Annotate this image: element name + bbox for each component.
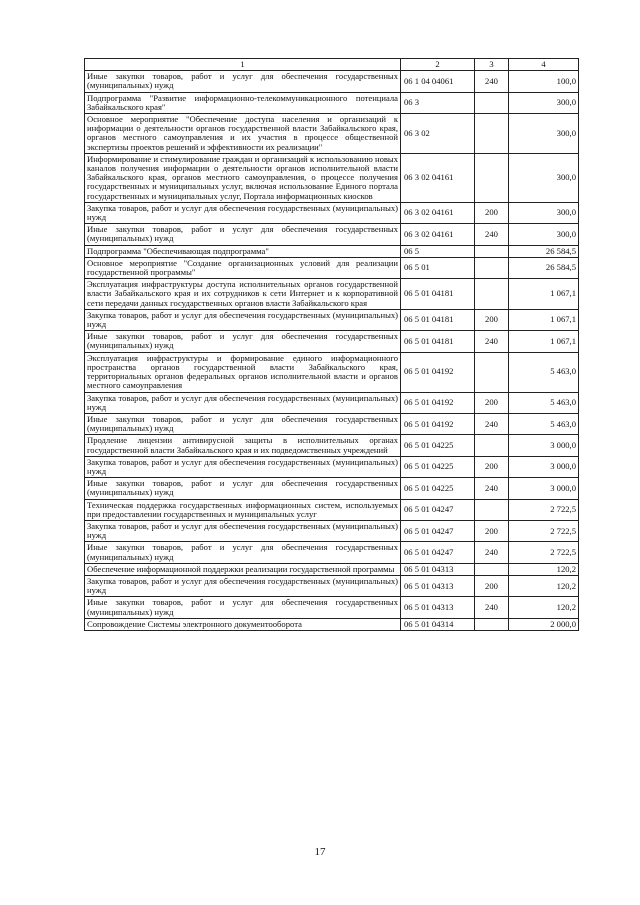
row-code: 06 5 01 04181 [401,279,475,310]
row-amount: 26 584,5 [509,245,579,257]
table-row [85,279,579,310]
row-description: Информирование и стимулирование граждан и организаций к использованию новых каналов получения информации о деятельности органов исполнительной власти Забайкальского края, органов местного самоуправления, о процессе получения государственных и муниципальных услуг, включая использование Единого портала государственных и муниципальных услуг, Портала информационных киосков [85,153,401,202]
row-description: Подпрограмма "Обеспечивающая подпрограмма" [85,245,401,257]
row-description: Подпрограмма "Развитие информационно-телекоммуникационного потенциала Забайкальского края" [85,92,401,113]
row-amount: 2 000,0 [509,618,579,630]
row-description: Закупка товаров, работ и услуг для обеспечения государственных (муниципальных) нужд [85,309,401,330]
table-row [85,392,579,413]
row-amount: 26 584,5 [509,257,579,278]
row-code: 06 5 01 04192 [401,413,475,434]
row-expense-type: 200 [475,456,509,477]
row-expense-type: 200 [475,392,509,413]
row-code: 06 5 01 04225 [401,478,475,499]
row-amount: 300,0 [509,202,579,223]
row-description: Основное мероприятие "Обеспечение доступа населения и организаций к информации о деятельности органов государственной власти Забайкальского края, органов местного самоуправления и их участия в процессе общественной экспертизы проектов решений и эффективности их реализации" [85,114,401,154]
table-row [85,331,579,352]
table-row [85,413,579,434]
row-description: Закупка товаров, работ и услуг для обеспечения государственных (муниципальных) нужд [85,520,401,541]
row-expense-type: 240 [475,413,509,434]
row-expense-type: 200 [475,520,509,541]
row-amount: 300,0 [509,92,579,113]
row-code: 06 5 01 04225 [401,435,475,456]
row-amount: 120,2 [509,575,579,596]
row-expense-type: 240 [475,224,509,245]
row-expense-type: 200 [475,309,509,330]
row-code: 06 5 01 04181 [401,331,475,352]
header-col-2: 2 [401,59,475,71]
row-amount: 1 067,1 [509,279,579,310]
row-expense-type [475,114,509,154]
table-row [85,520,579,541]
header-col-1: 1 [85,59,401,71]
row-description: Закупка товаров, работ и услуг для обеспечения государственных (муниципальных) нужд [85,392,401,413]
row-expense-type: 200 [475,202,509,223]
row-description: Эксплуатация инфраструктуры доступа исполнительных органов государственной власти Забайкальского края и их сотрудников к сети Интернет и к корпоративной сети передачи данных государственных органов власти Забайкальского края [85,279,401,310]
row-expense-type [475,257,509,278]
row-description: Обеспечение информационной поддержки реализации государственной программы [85,563,401,575]
table-row [85,224,579,245]
row-code: 06 5 01 04313 [401,597,475,618]
row-description: Основное мероприятие "Создание организационных условий для реализации государственной программы" [85,257,401,278]
table-row [85,71,579,92]
table-row [85,563,579,575]
row-expense-type: 240 [475,597,509,618]
table-row [85,456,579,477]
row-description: Иные закупки товаров, работ и услуг для обеспечения государственных (муниципальных) нужд [85,478,401,499]
row-amount: 2 722,5 [509,499,579,520]
table-row [85,114,579,154]
row-expense-type [475,435,509,456]
table-row [85,618,579,630]
row-description: Эксплуатация инфраструктуры и формирование единого информационного пространства органов государственной власти Забайкальского края, территориальных органов федеральных органов исполнительной власти и органов местного самоуправления [85,352,401,392]
row-expense-type [475,92,509,113]
row-code: 06 5 01 04247 [401,520,475,541]
header-col-4: 4 [509,59,579,71]
row-code: 06 5 01 04247 [401,542,475,563]
row-code: 06 3 02 [401,114,475,154]
table-row [85,575,579,596]
row-code: 06 5 01 04313 [401,575,475,596]
row-expense-type: 240 [475,542,509,563]
row-code: 06 3 [401,92,475,113]
row-code: 06 5 01 04192 [401,352,475,392]
row-amount: 2 722,5 [509,520,579,541]
row-amount: 300,0 [509,224,579,245]
row-amount: 1 067,1 [509,331,579,352]
row-description: Закупка товаров, работ и услуг для обеспечения государственных (муниципальных) нужд [85,575,401,596]
row-description: Техническая поддержка государственных информационных систем, используемых при предоставлении государственных и муниципальных услуг [85,499,401,520]
table-row [85,435,579,456]
table-row [85,92,579,113]
row-code: 06 5 01 04225 [401,456,475,477]
row-description: Иные закупки товаров, работ и услуг для обеспечения государственных (муниципальных) нужд [85,331,401,352]
row-amount: 120,2 [509,597,579,618]
row-amount: 100,0 [509,71,579,92]
row-code: 06 1 04 04061 [401,71,475,92]
row-expense-type [475,153,509,202]
row-description: Иные закупки товаров, работ и услуг для обеспечения государственных (муниципальных) нужд [85,542,401,563]
row-code: 06 5 01 04181 [401,309,475,330]
table-row [85,478,579,499]
row-amount: 300,0 [509,114,579,154]
table-row [85,309,579,330]
row-amount: 5 463,0 [509,352,579,392]
row-expense-type [475,563,509,575]
row-amount: 3 000,0 [509,478,579,499]
row-code: 06 5 [401,245,475,257]
row-description: Сопровождение Системы электронного документооборота [85,618,401,630]
row-code: 06 5 01 04314 [401,618,475,630]
row-code: 06 3 02 04161 [401,224,475,245]
row-expense-type: 240 [475,478,509,499]
row-code: 06 5 01 04247 [401,499,475,520]
row-expense-type [475,618,509,630]
row-expense-type [475,499,509,520]
row-code: 06 3 02 04161 [401,202,475,223]
table-row [85,499,579,520]
row-amount: 2 722,5 [509,542,579,563]
row-expense-type [475,245,509,257]
table-row [85,257,579,278]
row-description: Иные закупки товаров, работ и услуг для обеспечения государственных (муниципальных) нужд [85,224,401,245]
page-number: 17 [314,846,326,858]
row-code: 06 5 01 04313 [401,563,475,575]
row-code: 06 3 02 04161 [401,153,475,202]
table-row [85,245,579,257]
row-description: Иные закупки товаров, работ и услуг для обеспечения государственных (муниципальных) нужд [85,71,401,92]
row-expense-type: 240 [475,331,509,352]
row-expense-type [475,279,509,310]
row-amount: 5 463,0 [509,413,579,434]
table-row [85,352,579,392]
row-code: 06 5 01 04192 [401,392,475,413]
row-amount: 300,0 [509,153,579,202]
row-expense-type: 200 [475,575,509,596]
budget-table [84,58,579,631]
row-description: Закупка товаров, работ и услуг для обеспечения государственных (муниципальных) нужд [85,456,401,477]
row-description: Иные закупки товаров, работ и услуг для обеспечения государственных (муниципальных) нужд [85,597,401,618]
row-amount: 3 000,0 [509,456,579,477]
row-description: Иные закупки товаров, работ и услуг для обеспечения государственных (муниципальных) нужд [85,413,401,434]
row-expense-type: 240 [475,71,509,92]
table-row [85,542,579,563]
row-expense-type [475,352,509,392]
row-amount: 5 463,0 [509,392,579,413]
row-amount: 1 067,1 [509,309,579,330]
header-col-3: 3 [475,59,509,71]
table-row [85,597,579,618]
row-description: Закупка товаров, работ и услуг для обеспечения государственных (муниципальных) нужд [85,202,401,223]
row-amount: 120,2 [509,563,579,575]
row-description: Продление лицензии антивирусной защиты в исполнительных органах государственной власти Забайкальского края и их подведомственных учреждений [85,435,401,456]
table-row [85,202,579,223]
table-row [85,153,579,202]
table-header-row [85,59,579,71]
row-code: 06 5 01 [401,257,475,278]
row-amount: 3 000,0 [509,435,579,456]
